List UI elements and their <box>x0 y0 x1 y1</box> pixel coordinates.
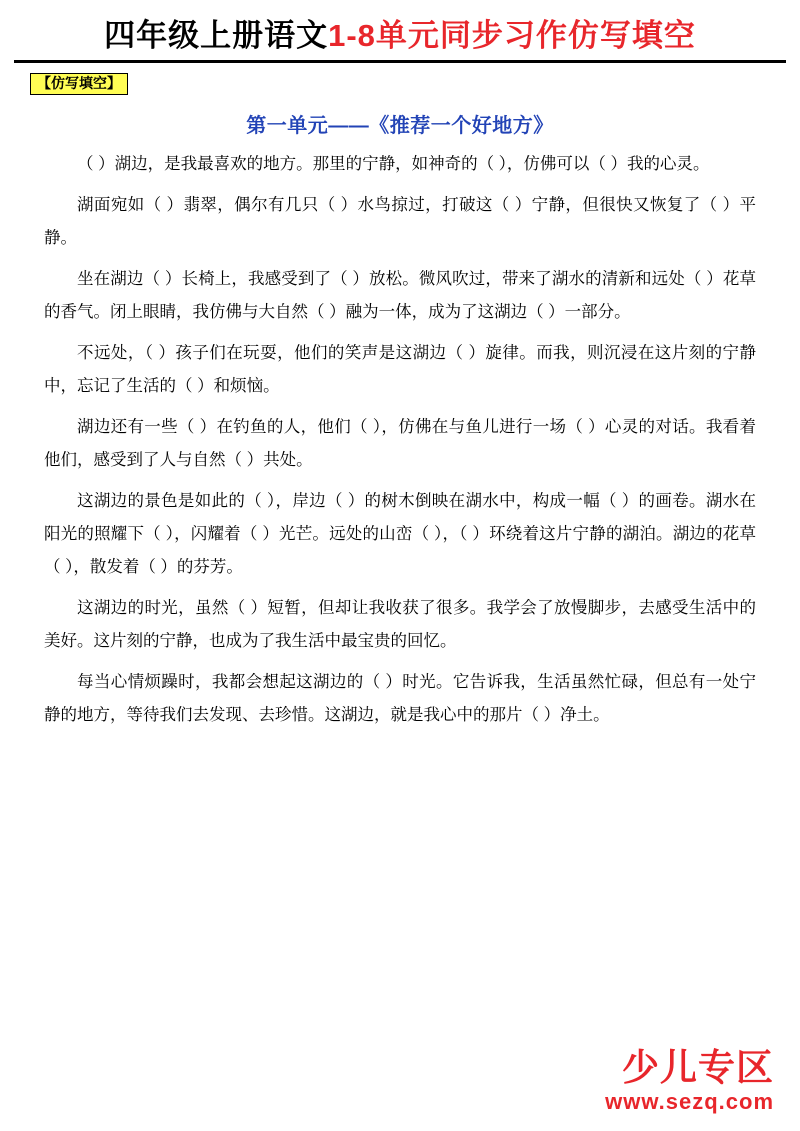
document-title-banner <box>14 0 786 63</box>
paragraph: 每当心情烦躁时，我都会想起这湖边的（ ）时光。它告诉我，生活虽然忙碌，但总有一处宁静的地方，等待我们去发现、去珍惜。这湖边，就是我心中的那片（ ）净土。 <box>44 673 756 725</box>
paragraph: 坐在湖边（ ）长椅上，我感受到了（ ）放松。微风吹过，带来了湖水的清新和远处（ ）花草的香气。闭上眼睛，我仿佛与大自然（ ）融为一体，成为了这湖边（ ）一部分。 <box>44 270 756 322</box>
status-badge: 【仿写填空】 <box>30 73 128 95</box>
paragraph: 这湖边的时光，虽然（ ）短暂，但却让我收获了很多。我学会了放慢脚步，去感受生活中的美好。这片刻的宁静，也成为了我生活中最宝贵的回忆。 <box>44 599 756 651</box>
watermark-url: www.sezq.com <box>605 1088 774 1114</box>
paragraph: 不远处，（ ）孩子们在玩耍，他们的笑声是这湖边（ ）旋律。而我，则沉浸在这片刻的宁静中，忘记了生活的（ ）和烦恼。 <box>44 344 756 396</box>
watermark-brand: 少儿专区 <box>622 1047 774 1089</box>
paragraph: （ ）湖边，是我最喜欢的地方。那里的宁静，如神奇的（ ），仿佛可以（ ）我的心灵。 <box>77 155 710 174</box>
document-title <box>38 18 762 54</box>
title-part-units: 1-8单元同步习作 <box>328 18 568 53</box>
title-part-grade: 四年级上册语文 <box>104 18 329 53</box>
title-part-type: 仿写填空 <box>567 18 696 53</box>
document-body <box>0 148 800 732</box>
paragraph: 这湖边的景色是如此的（ ），岸边（ ）的树木倒映在湖水中，构成一幅（ ）的画卷。湖水在阳光的照耀下（ ），闪耀着（ ）光芒。远处的山峦（ ），（ ）环绕着这片宁静的湖泊。湖边的花草（ ），散发着（ ）的芬芳。 <box>44 492 756 577</box>
paragraph: 湖面宛如（ ）翡翠，偶尔有几只（ ）水鸟掠过，打破这（ ）宁静，但很快又恢复了（ ）平静。 <box>44 196 756 248</box>
watermark <box>605 1049 774 1113</box>
section-heading: 第一单元——《推荐一个好地方》 <box>246 115 554 138</box>
paragraph: 湖边还有一些（ ）在钓鱼的人，他们（ ），仿佛在与鱼儿进行一场（ ）心灵的对话。我看着他们，感受到了人与自然（ ）共处。 <box>44 418 756 470</box>
tag-row <box>30 73 800 95</box>
